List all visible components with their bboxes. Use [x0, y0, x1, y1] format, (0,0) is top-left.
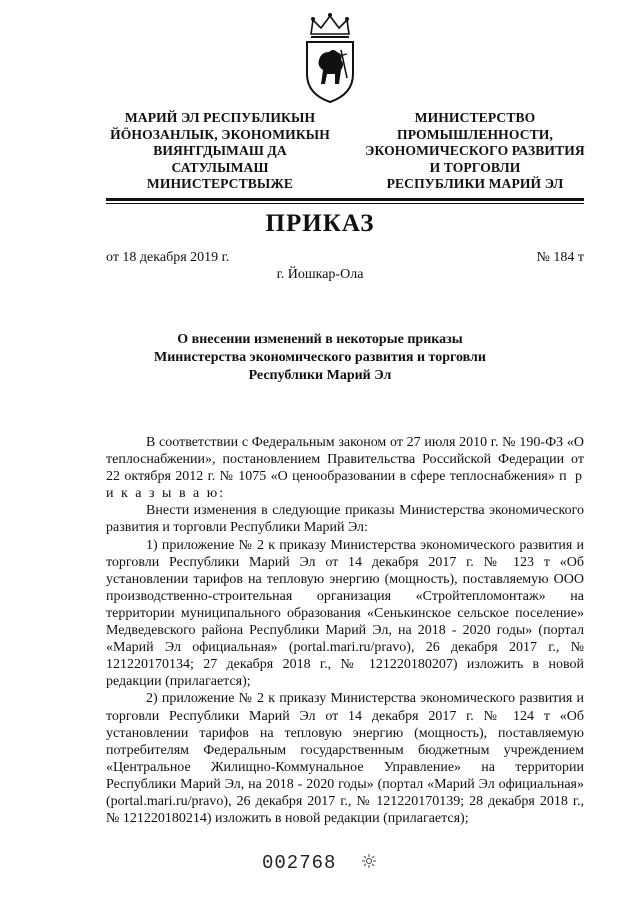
header-left-ministry-mari — [100, 110, 340, 193]
header-right-line: ЭКОНОМИЧЕСКОГО РАЗВИТИЯ — [365, 143, 585, 159]
paragraph-intro: Внести изменения в следующие приказы Министерства экономического развития и торговли Республики Марий Эл: — [106, 503, 584, 536]
document-title: ПРИКАЗ — [265, 210, 375, 237]
header-left-line: САТУЛЫМАШ — [171, 159, 269, 175]
header-right-line: И ТОРГОВЛИ — [429, 159, 521, 175]
document-number: № 184 т — [536, 250, 584, 265]
header-right-line: ПРОМЫШЛЕННОСТИ, — [397, 126, 553, 142]
preamble-text: В соответствии с Федеральным законом от 27 июля 2010 г. № 190-ФЗ «О теплоснабжении», постановлением Правительства Российской Федерации от 22 октября 2012 г. № 1075 «О ценообразовании в сфере теплоснабжения» — [106, 435, 584, 485]
document-subject — [0, 331, 640, 385]
paragraph-preamble — [106, 434, 584, 502]
subject-line: Республики Марий Эл — [248, 368, 392, 383]
header-divider-thin — [106, 203, 584, 204]
subject-line: Министерства экономического развития и торговли — [154, 350, 486, 365]
stamp-number: 002768 — [262, 852, 337, 874]
header-right-ministry-ru — [365, 110, 585, 193]
ornament-icon — [361, 853, 377, 869]
header-left-line: МИНИСТЕРСТВЫЖЕ — [146, 176, 294, 192]
subject-line: О внесении изменений в некоторые приказы — [177, 332, 463, 347]
paragraph-item-1: 1) приложение № 2 к приказу Министерства экономического развития и торговли Республики Марий Эл от 14 декабря 2017 г. № 123 т «Об установлении тарифов на тепловую энергию (мощность), поставляемую ООО производственно-строительная организация «Стройтепломонтаж» на территории муниципального образования «Сенькинское сельское поселение» Медведевского района Республики Марий Эл, на 2018 - 2020 годы» (портал «Марий Эл официальная» (portal.mari.ru/pravo), 26 декабря 2017 г., № 121220170134; 27 декабря 2018 г., № 121220180207) изложить в новой редакции (прилагается); — [106, 537, 584, 690]
header-left-line: МАРИЙ ЭЛ РЕСПУБЛИКЫН — [124, 110, 316, 125]
document-date: от 18 декабря 2019 г. — [106, 250, 230, 265]
header-right-line: МИНИСТЕРСТВО — [414, 110, 536, 125]
header-left-line: ЙÖНОЗАНЛЫК, ЭКОНОМИКЫН — [110, 126, 330, 142]
header-left-line: ВИЯҤГДЫМАШ ДА — [153, 143, 287, 159]
header-right-line: РЕСПУБЛИКИ МАРИЙ ЭЛ — [386, 176, 564, 192]
document-body — [106, 434, 584, 827]
order-word: п р и к а з ы в а ю: — [106, 469, 584, 502]
paragraph-item-2: 2) приложение № 2 к приказу Министерства экономического развития и торговли Республики Марий Эл от 14 декабря 2017 г. № 124 т «Об установлении тарифов на тепловую энергию (мощность), поставляемую потребителям Федеральным государственным бюджетным учреждением «Центральное Жилищно-Коммунальное Управление» на территории Республики Марий Эл, на 2018 - 2020 годы» (портал «Марий Эл официальная» (portal.mari.ru/pravo), 26 декабря 2017 г., № 121220170139; 28 декабря 2018 г., № 121220180214) изложить в новой редакции (прилагается); — [106, 691, 584, 827]
coat-of-arms-icon — [299, 12, 361, 104]
header-divider-thick — [106, 198, 584, 201]
document-city: г. Йошкар-Ола — [276, 267, 364, 282]
